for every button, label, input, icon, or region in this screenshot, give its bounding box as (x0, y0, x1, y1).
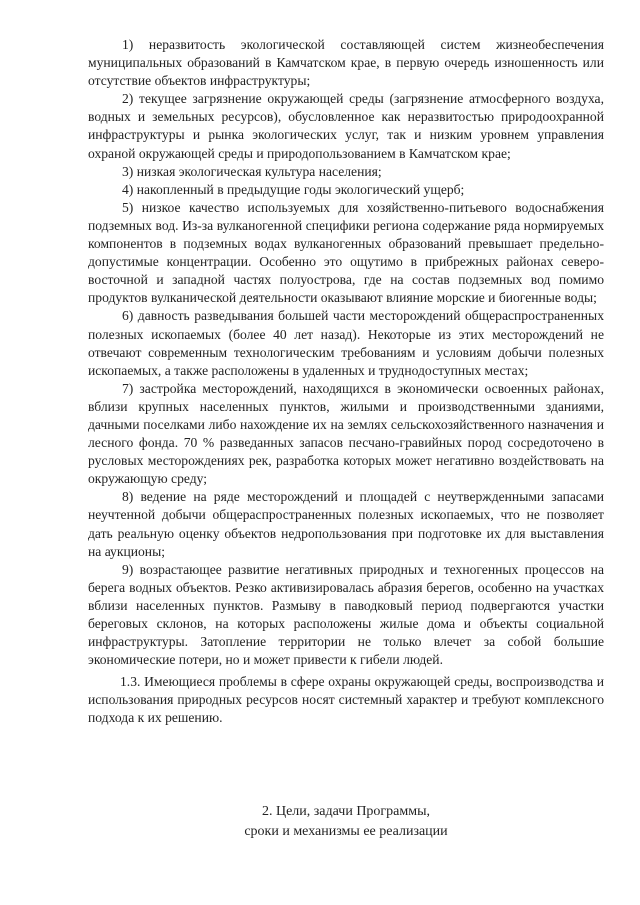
list-item-7: 7) застройка месторождений, находящихся в экономически освоенных районах, вблизи крупных населенных пунктов, жилыми и производственными зданиями, дачными поселками либо нахождение их на землях сельскохозяйственного назначения и лесного фонда. 70 % разведанных запасов песчано-гравийных пород сосредоточено в русловых месторождениях рек, разработка которых может негативно воздействовать на окружающую среду; (88, 380, 604, 487)
section-heading-line-1: 2. Цели, задачи Программы, (261, 804, 431, 819)
body-text (88, 36, 604, 728)
list-item-9: 9) возрастающее развитие негативных природных и техногенных процессов на берега водных объектов. Резко активизировалась абразия берегов, особенно на участках вблизи населенных пунктов. Размыву в паводковый период подвергаются участки береговых склонов, на которых расположены жилые дома и объекты социальной инфраструктуры. Затопление территории не только влечет за собой большие экономические потери, но и может привести к гибели людей. (88, 561, 604, 668)
list-item-5: 5) низкое качество используемых для хозяйственно-питьевого водоснабжения подземных вод. Из-за вулканогенной специфики региона содержание ряда нормируемых компонентов в подземных водах вулканогенных образований превышает предельно-допустимые концентрации. Особенно это ощутимо в прибрежных районах северо-восточной и западной частях полуострова, где на состав подземных вод помимо продуктов вулканической деятельности оказывают влияние морские и биогенные воды; (88, 199, 604, 306)
section-heading (88, 802, 604, 842)
list-item-1: 1) неразвитость экологической составляющей систем жизнеобеспечения муниципальных образований в Камчатском крае, в первую очередь изношенность или отсутствие объектов инфраструктуры; (88, 37, 604, 89)
list-item-3: 3) низкая экологическая культура населения; (122, 163, 382, 179)
list-item-4: 4) накопленный в предыдущие годы экологический ущерб; (122, 181, 465, 197)
list-item-2: 2) текущее загрязнение окружающей среды (загрязнение атмосферного воздуха, водных и земельных ресурсов), обусловленное как неразвитостью природоохранной инфраструктуры и рынка экологических услуг, так и низким уровнем управления охраной окружающей среды и природопользованием в Камчатском крае; (88, 91, 604, 161)
list-item-8: 8) ведение на ряде месторождений и площадей с неутвержденными запасами неучтенной добычи общераспространенных полезных ископаемых, что не позволяет дать реальную оценку объектов недропользования при подготовке их для выставления на аукционы; (88, 489, 604, 559)
conclusion-paragraph: 1.3. Имеющиеся проблемы в сфере охраны окружающей среды, воспроизводства и использования природных ресурсов носят системный характер и требуют комплексного подхода к их решению. (88, 674, 604, 726)
list-item-6: 6) давность разведывания большей части месторождений общераспространенных полезных ископаемых (более 40 лет назад). Некоторые из этих месторождений не отвечают современным технологическим требованиям и условиям добычи полезных ископаемых, а также расположены в удаленных и труднодоступных местах; (88, 308, 604, 378)
section-heading-line-2: сроки и механизмы ее реализации (244, 824, 448, 839)
